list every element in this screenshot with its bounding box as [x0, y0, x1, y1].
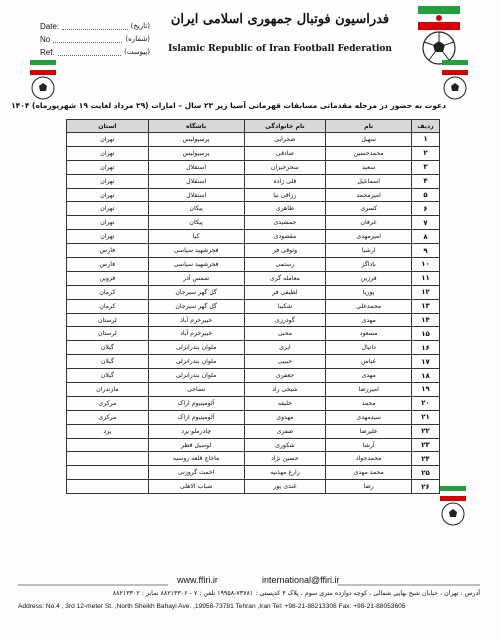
- cell-row-number: ۱۵: [412, 327, 440, 341]
- meta-no-row: [40, 33, 150, 46]
- cell-province: [67, 438, 149, 452]
- table-row: [67, 313, 440, 327]
- cell-first-name: ارشیا: [326, 244, 412, 258]
- cell-first-name: مهدی: [326, 313, 412, 327]
- cell-row-number: ۵: [412, 188, 440, 202]
- footer-address-fa: آدرس : تهران ، خیابان شیخ بهایی شمالی ، کوچه دوازده متری سوم ، پلاک ۴ کدپستی : ۷۳۷۸۱-۱۹۹۵۸ تلفن : ۷ - ۸۸۲۱۳۳۰۶ نمابر : ۸۸۲۱۳۳۰۲: [112, 590, 480, 597]
- cell-first-name: کسری: [326, 202, 412, 216]
- cell-club: اخمت گروزنی: [148, 466, 244, 480]
- cell-province: مرکزی: [67, 410, 149, 424]
- meta-date-line: [62, 20, 127, 30]
- cell-first-name: دانیال: [326, 341, 412, 355]
- meta-date-row: [40, 20, 150, 33]
- cell-row-number: ۲۰: [412, 396, 440, 410]
- cell-province: گیلان: [67, 369, 149, 383]
- cell-club: پیکان: [148, 202, 244, 216]
- cell-row-number: ۲۱: [412, 410, 440, 424]
- table-row: [67, 258, 440, 272]
- table-row: [67, 299, 440, 313]
- meta-no-fa: (شماره): [125, 35, 150, 43]
- cell-province: تهران: [67, 188, 149, 202]
- cell-province: گیلان: [67, 355, 149, 369]
- meta-no-line: [53, 33, 122, 43]
- cell-last-name: رستمی: [244, 258, 326, 272]
- cell-club: پیکان: [148, 216, 244, 230]
- cell-row-number: ۷: [412, 216, 440, 230]
- cell-row-number: ۱۶: [412, 341, 440, 355]
- cell-row-number: ۱۹: [412, 383, 440, 397]
- table-row: [67, 466, 440, 480]
- footer-website-link[interactable]: www.ffiri.ir: [177, 575, 218, 585]
- cell-first-name: سهیل: [326, 133, 412, 147]
- cell-club: کیا: [148, 230, 244, 244]
- cell-last-name: قلی زاده: [244, 174, 326, 188]
- cell-club: ملوان بندرانزلی: [148, 341, 244, 355]
- cell-row-number: ۲۲: [412, 424, 440, 438]
- cell-last-name: طاهری: [244, 202, 326, 216]
- cell-club: آلومینیوم اراک: [148, 410, 244, 424]
- cell-row-number: ۸: [412, 230, 440, 244]
- cell-province: قزوین: [67, 271, 149, 285]
- table-row: [67, 327, 440, 341]
- cell-province: کرمان: [67, 285, 149, 299]
- side-logo-right-top-icon: [442, 60, 468, 102]
- iran-flag-ball-logo-icon: [418, 6, 460, 68]
- table-row: [67, 160, 440, 174]
- cell-club: استقلال: [148, 160, 244, 174]
- meta-ref-line: [58, 46, 121, 56]
- cell-row-number: ۱۳: [412, 299, 440, 313]
- cell-first-name: باداگز: [326, 258, 412, 272]
- header-province: استان: [67, 120, 149, 133]
- table-row: [67, 216, 440, 230]
- cell-club: پرسپولیس: [148, 146, 244, 160]
- cell-row-number: ۳: [412, 160, 440, 174]
- cell-club: خیبرخرم آباد: [148, 327, 244, 341]
- cell-province: تهران: [67, 202, 149, 216]
- cell-first-name: محمد مهدی: [326, 466, 412, 480]
- federation-name-en: Islamic Republic of Iran Football Federation: [168, 44, 392, 54]
- cell-row-number: ۱۸: [412, 369, 440, 383]
- meta-date-label: Date:: [40, 22, 60, 31]
- cell-last-name: سحرخیزان: [244, 160, 326, 174]
- player-roster-table: [66, 119, 440, 494]
- meta-ref-label: Ref.: [40, 48, 55, 57]
- cell-last-name: خلیفه: [244, 396, 326, 410]
- cell-club: ماخاچ قلعه روسیه: [148, 452, 244, 466]
- invitation-title: دعوت به حضور در مرحله مقدماتی مسابقات قهرمانی آسیا زیر ۲۳ سال – امارات (۲۹ مرداد لغایت ۱۹ شهریورماه) ۱۴۰۴: [11, 101, 446, 110]
- cell-row-number: ۹: [412, 244, 440, 258]
- cell-club: استقلال: [148, 188, 244, 202]
- footer-email-link[interactable]: international@ffiri.ir: [262, 575, 340, 585]
- header-first-name: نام: [326, 120, 412, 133]
- table-body: [67, 133, 440, 494]
- cell-club: چادرملو یزد: [148, 424, 244, 438]
- cell-last-name: مهدوی: [244, 410, 326, 424]
- table-row: [67, 383, 440, 397]
- cell-club: فجرشهید سپاسی: [148, 244, 244, 258]
- table-row: [67, 174, 440, 188]
- cell-province: کرمان: [67, 299, 149, 313]
- meta-ref-row: [40, 46, 150, 59]
- cell-first-name: عرفان: [326, 216, 412, 230]
- cell-club: آلومینیوم اراک: [148, 396, 244, 410]
- cell-row-number: ۱۲: [412, 285, 440, 299]
- cell-last-name: محبی: [244, 327, 326, 341]
- cell-row-number: ۱۰: [412, 258, 440, 272]
- cell-first-name: محمدحسین: [326, 146, 412, 160]
- cell-club: شباب الاهلی: [148, 480, 244, 494]
- table-row: [67, 424, 440, 438]
- table-row: [67, 341, 440, 355]
- cell-last-name: ایری: [244, 341, 326, 355]
- meta-ref-fa: (پیوست): [124, 48, 150, 56]
- cell-first-name: سعید: [326, 160, 412, 174]
- table-row: [67, 285, 440, 299]
- cell-last-name: شیخی راد: [244, 383, 326, 397]
- cell-province: لرستان: [67, 327, 149, 341]
- side-logo-left-icon: [30, 60, 56, 102]
- cell-province: تهران: [67, 216, 149, 230]
- cell-province: تهران: [67, 160, 149, 174]
- cell-province: تهران: [67, 174, 149, 188]
- cell-province: یزد: [67, 424, 149, 438]
- cell-row-number: ۴: [412, 174, 440, 188]
- cell-last-name: رزاقی نیا: [244, 188, 326, 202]
- cell-first-name: امیرمحمد: [326, 188, 412, 202]
- cell-last-name: حسین نژاد: [244, 452, 326, 466]
- table-row: [67, 271, 440, 285]
- cell-last-name: مقصودی: [244, 230, 326, 244]
- side-logo-right-bottom-icon: [440, 486, 466, 528]
- federation-name-fa: فدراسیون فوتبال جمهوری اسلامی ایران: [170, 12, 390, 27]
- cell-first-name: محمدعلی: [326, 299, 412, 313]
- table-row: [67, 202, 440, 216]
- cell-first-name: مهدی: [326, 369, 412, 383]
- table-row: [67, 438, 440, 452]
- cell-first-name: امیررضا: [326, 383, 412, 397]
- letter-meta: [40, 20, 150, 59]
- header-row-number: ردیف: [412, 120, 440, 133]
- cell-province: تهران: [67, 146, 149, 160]
- table-row: [67, 410, 440, 424]
- cell-row-number: ۱۷: [412, 355, 440, 369]
- table-row: [67, 480, 440, 494]
- cell-first-name: اسماعیل: [326, 174, 412, 188]
- cell-last-name: معامله گری: [244, 271, 326, 285]
- cell-province: گیلان: [67, 341, 149, 355]
- footer-divider: [18, 580, 480, 590]
- table-row: [67, 244, 440, 258]
- cell-first-name: فرزین: [326, 271, 412, 285]
- cell-row-number: ۲۳: [412, 438, 440, 452]
- cell-club: شمس آذر: [148, 271, 244, 285]
- cell-province: [67, 466, 149, 480]
- table-row: [67, 133, 440, 147]
- cell-province: مرکزی: [67, 396, 149, 410]
- cell-row-number: ۱: [412, 133, 440, 147]
- meta-no-label: No: [40, 35, 51, 44]
- cell-club: نساجی: [148, 383, 244, 397]
- cell-first-name: مسعود: [326, 327, 412, 341]
- cell-last-name: وثوقی فر: [244, 244, 326, 258]
- table-row: [67, 452, 440, 466]
- table-row: [67, 188, 440, 202]
- cell-last-name: حبیبی: [244, 355, 326, 369]
- cell-row-number: ۱۱: [412, 271, 440, 285]
- cell-last-name: شکوری: [244, 438, 326, 452]
- cell-province: تهران: [67, 133, 149, 147]
- cell-last-name: غندی پور: [244, 480, 326, 494]
- cell-last-name: صفری: [244, 424, 326, 438]
- cell-first-name: رضا: [326, 480, 412, 494]
- meta-date-fa: (تاریخ): [130, 22, 150, 30]
- cell-province: فارس: [67, 258, 149, 272]
- table-row: [67, 146, 440, 160]
- table-row: [67, 230, 440, 244]
- cell-last-name: گودرزی: [244, 313, 326, 327]
- cell-province: تهران: [67, 230, 149, 244]
- cell-club: پرسپولیس: [148, 133, 244, 147]
- cell-first-name: آرشا: [326, 438, 412, 452]
- cell-club: گل گهر سیرجان: [148, 299, 244, 313]
- footer-address-en: Address: No.4 , 3rd 12-meter St. ,North Sheikh Bahayi Ave. ,19958-73781 Tehran ,Iran Tel: +98-21-88213308 Fax: +98-21-88053605: [18, 603, 406, 610]
- cell-first-name: پوریا: [326, 285, 412, 299]
- cell-club: استقلال: [148, 174, 244, 188]
- cell-row-number: ۲۴: [412, 452, 440, 466]
- cell-first-name: امیرمهدی: [326, 230, 412, 244]
- cell-province: [67, 480, 149, 494]
- cell-first-name: محمد: [326, 396, 412, 410]
- cell-first-name: سیدمهدی: [326, 410, 412, 424]
- cell-club: لوسیل قطر: [148, 438, 244, 452]
- cell-last-name: صحرایی: [244, 133, 326, 147]
- table-header-row: [67, 120, 440, 133]
- table-row: [67, 369, 440, 383]
- cell-row-number: ۲: [412, 146, 440, 160]
- cell-club: گل گهر سیرجان: [148, 285, 244, 299]
- cell-province: مازندران: [67, 383, 149, 397]
- cell-row-number: ۲۶: [412, 480, 440, 494]
- cell-row-number: ۶: [412, 202, 440, 216]
- cell-province: فارس: [67, 244, 149, 258]
- cell-first-name: علیرضا: [326, 424, 412, 438]
- table-row: [67, 355, 440, 369]
- header-last-name: نام خانوادگی: [244, 120, 326, 133]
- cell-last-name: جعفری: [244, 369, 326, 383]
- cell-row-number: ۱۴: [412, 313, 440, 327]
- cell-province: لرستان: [67, 313, 149, 327]
- cell-club: خیبرخرم آباد: [148, 313, 244, 327]
- cell-row-number: ۲۵: [412, 466, 440, 480]
- cell-club: ملوان بندرانزلی: [148, 369, 244, 383]
- cell-last-name: جمشیدی: [244, 216, 326, 230]
- table-row: [67, 396, 440, 410]
- cell-last-name: شکیبا: [244, 299, 326, 313]
- cell-first-name: محمدجواد: [326, 452, 412, 466]
- cell-province: [67, 452, 149, 466]
- cell-last-name: صادقی: [244, 146, 326, 160]
- cell-club: فجرشهید سپاسی: [148, 258, 244, 272]
- cell-last-name: لطیفی فر: [244, 285, 326, 299]
- cell-last-name: زارع مهذبیه: [244, 466, 326, 480]
- cell-club: ملوان بندرانزلی: [148, 355, 244, 369]
- header-club: باشگاه: [148, 120, 244, 133]
- cell-first-name: عباس: [326, 355, 412, 369]
